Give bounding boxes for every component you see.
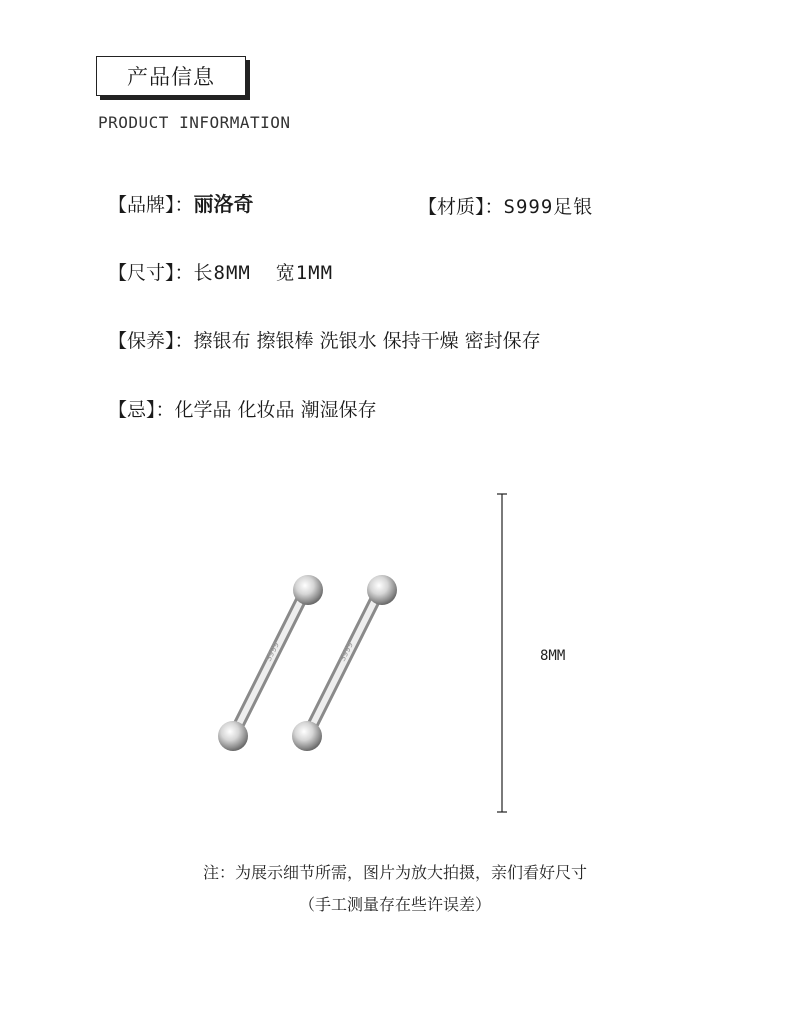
product-image-right bbox=[276, 560, 436, 760]
spec-avoid-label: 【忌】： bbox=[108, 399, 175, 421]
spec-size-value: 长8MM 宽1MM bbox=[193, 262, 334, 284]
stud-right-stamp: S999 bbox=[337, 640, 356, 663]
note-line-1: 注：为展示细节所需，图片为放大拍摄，亲们看好尺寸 bbox=[202, 863, 587, 882]
spec-size-label: 【尺寸】： bbox=[108, 262, 194, 284]
spec-material-label: 【材质】： bbox=[418, 196, 504, 218]
dimension-ruler bbox=[494, 490, 510, 816]
spec-avoid bbox=[108, 395, 377, 422]
spec-care bbox=[108, 326, 541, 353]
spec-size bbox=[108, 258, 333, 285]
spec-brand bbox=[108, 188, 254, 217]
stud-right-shape bbox=[292, 575, 397, 751]
spec-care-label: 【保养】： bbox=[108, 330, 194, 352]
spec-care-value: 擦银布 擦银棒 洗银水 保持干燥 密封保存 bbox=[193, 330, 541, 352]
section-subtitle: PRODUCT INFORMATION bbox=[98, 113, 291, 132]
section-title bbox=[96, 56, 246, 96]
spec-brand-label: 【品牌】： bbox=[108, 194, 194, 216]
spec-material bbox=[418, 192, 593, 219]
spec-avoid-value: 化学品 化妆品 潮湿保存 bbox=[174, 399, 377, 421]
dimension-label: 8MM bbox=[540, 648, 566, 664]
spec-brand-value: 丽洛奇 bbox=[193, 192, 254, 216]
stud-left-stamp: S999 bbox=[263, 640, 282, 663]
spec-material-value: S999足银 bbox=[503, 196, 594, 218]
note-line-2: （手工测量存在些许误差） bbox=[298, 895, 491, 914]
section-title-text: 产品信息 bbox=[127, 65, 215, 89]
